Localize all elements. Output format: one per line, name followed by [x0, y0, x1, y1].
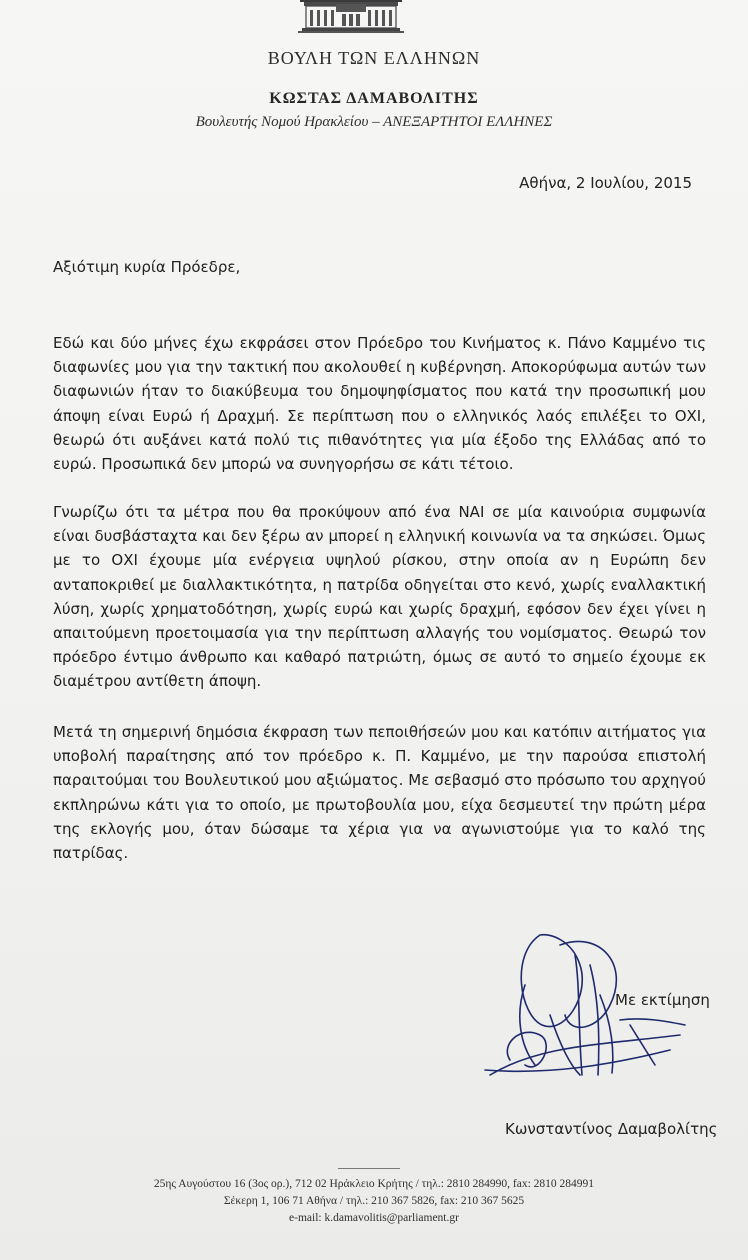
salutation: Αξιότιμη κυρία Πρόεδρε, [53, 258, 241, 276]
footer-heraklion-address: 25ης Αυγούστου 16 (3ος ορ.), 712 02 Ηράκλειο Κρήτης / τηλ.: 2810 284990, fax: 2810 284991 [153, 1178, 595, 1190]
paragraph-1: Εδώ και δύο μήνες έχω εκφράσει στον Πρόεδρο του Κινήματος κ. Πάνο Καμμένο τις διαφωνίες μου για την τακτική που ακολουθεί η κυβέρνηση. Αποκορύφωμα αυτών των διαφωνιών ήταν το διακύβευμα του δημοψηφίσματος που κατά την προσωπική μου άποψη είναι Ευρώ ή Δραχμή. Σε περίπτωση που ο ελληνικός λαός επιλέξει το ΟΧΙ, θεωρώ ότι αυξάνει κατά πολύ τις πιθανότητες για μία έξοδο της Ελλάδας από το ευρώ. Προσωπικά δεν μπορώ να συνηγορήσω σε κάτι τέτοιο. [53, 334, 706, 474]
footer-athens-address: Σέκερη 1, 106 71 Αθήνα / τηλ.: 210 367 5826, fax: 210 367 5625 [223, 1195, 525, 1207]
letter-date: Αθήνα, 2 Ιουλίου, 2015 [519, 174, 692, 192]
footer-email: e-mail: k.damavolitis@parliament.gr [289, 1212, 459, 1224]
signer-name: Κωνσταντίνος Δαμαβολίτης [505, 1120, 718, 1138]
parliament-heading: ΒΟΥΛΗ ΤΩΝ ΕΛΛΗΝΩΝ [267, 48, 481, 68]
footer-divider [338, 1168, 400, 1169]
paragraph-2: Γνωρίζω ότι τα μέτρα που θα προκύψουν από ένα ΝΑΙ σε μία καινούρια συμφωνία είναι δυσβάσταχτα και δεν ξέρω αν μπορεί η ελληνική κοινωνία να τα σηκώσει. Όμως με το ΟΧΙ έχουμε μία ενέργεια υψηλού ρίσκου, στην οποία αν η Ευρώπη δεν ανταποκριθεί με διαλλακτικότητα, η πατρίδα οδηγείται στο κενό, χωρίς εναλλακτική λύση, χωρίς χρηματοδότηση, χωρίς ευρώ και χωρίς δραχμή, εφόσον δεν έχει γίνει η απαιτούμενη προετοιμασία για την περίπτωση αλλαγής του νομίσματος. Θεωρώ τον πρόεδρο έντιμο άνθρωπο και καθαρό πατριώτη, όμως σε αυτό το σημείο έχουμε εκ διαμέτρου αντίθετη άποψη. [53, 503, 706, 691]
closing-phrase: Με εκτίμηση [615, 991, 710, 1009]
mp-name: ΚΩΣΤΑΣ ΔΑΜΑΒΟΛΙΤΗΣ [269, 90, 479, 107]
paragraph-3: Μετά τη σημερινή δημόσια έκφραση των πεποιθήσεών μου και κατόπιν αιτήματος για υποβολή παραίτησης από τον πρόεδρο κ. Π. Καμμένο, με την παρούσα επιστολή παραιτούμαι του Βουλευτικού μου αξιώματος. Με σεβασμό στο πρόσωπο του αρχηγού εκπληρώνω κάτι για το οποίο, με πρωτοβουλία μου, είχα δεσμευτεί την πρώτη μέρα της εκλογής μου, όταν δώσαμε τα χέρια για να αγωνιστούμε για το καλό της πατρίδας. [53, 723, 706, 863]
parliament-emblem-icon [296, 0, 406, 38]
mp-title: Βουλευτής Νομού Ηρακλείου – ΑΝΕΞΑΡΤΗΤΟΙ ΕΛΛΗΝΕΣ [195, 114, 553, 130]
